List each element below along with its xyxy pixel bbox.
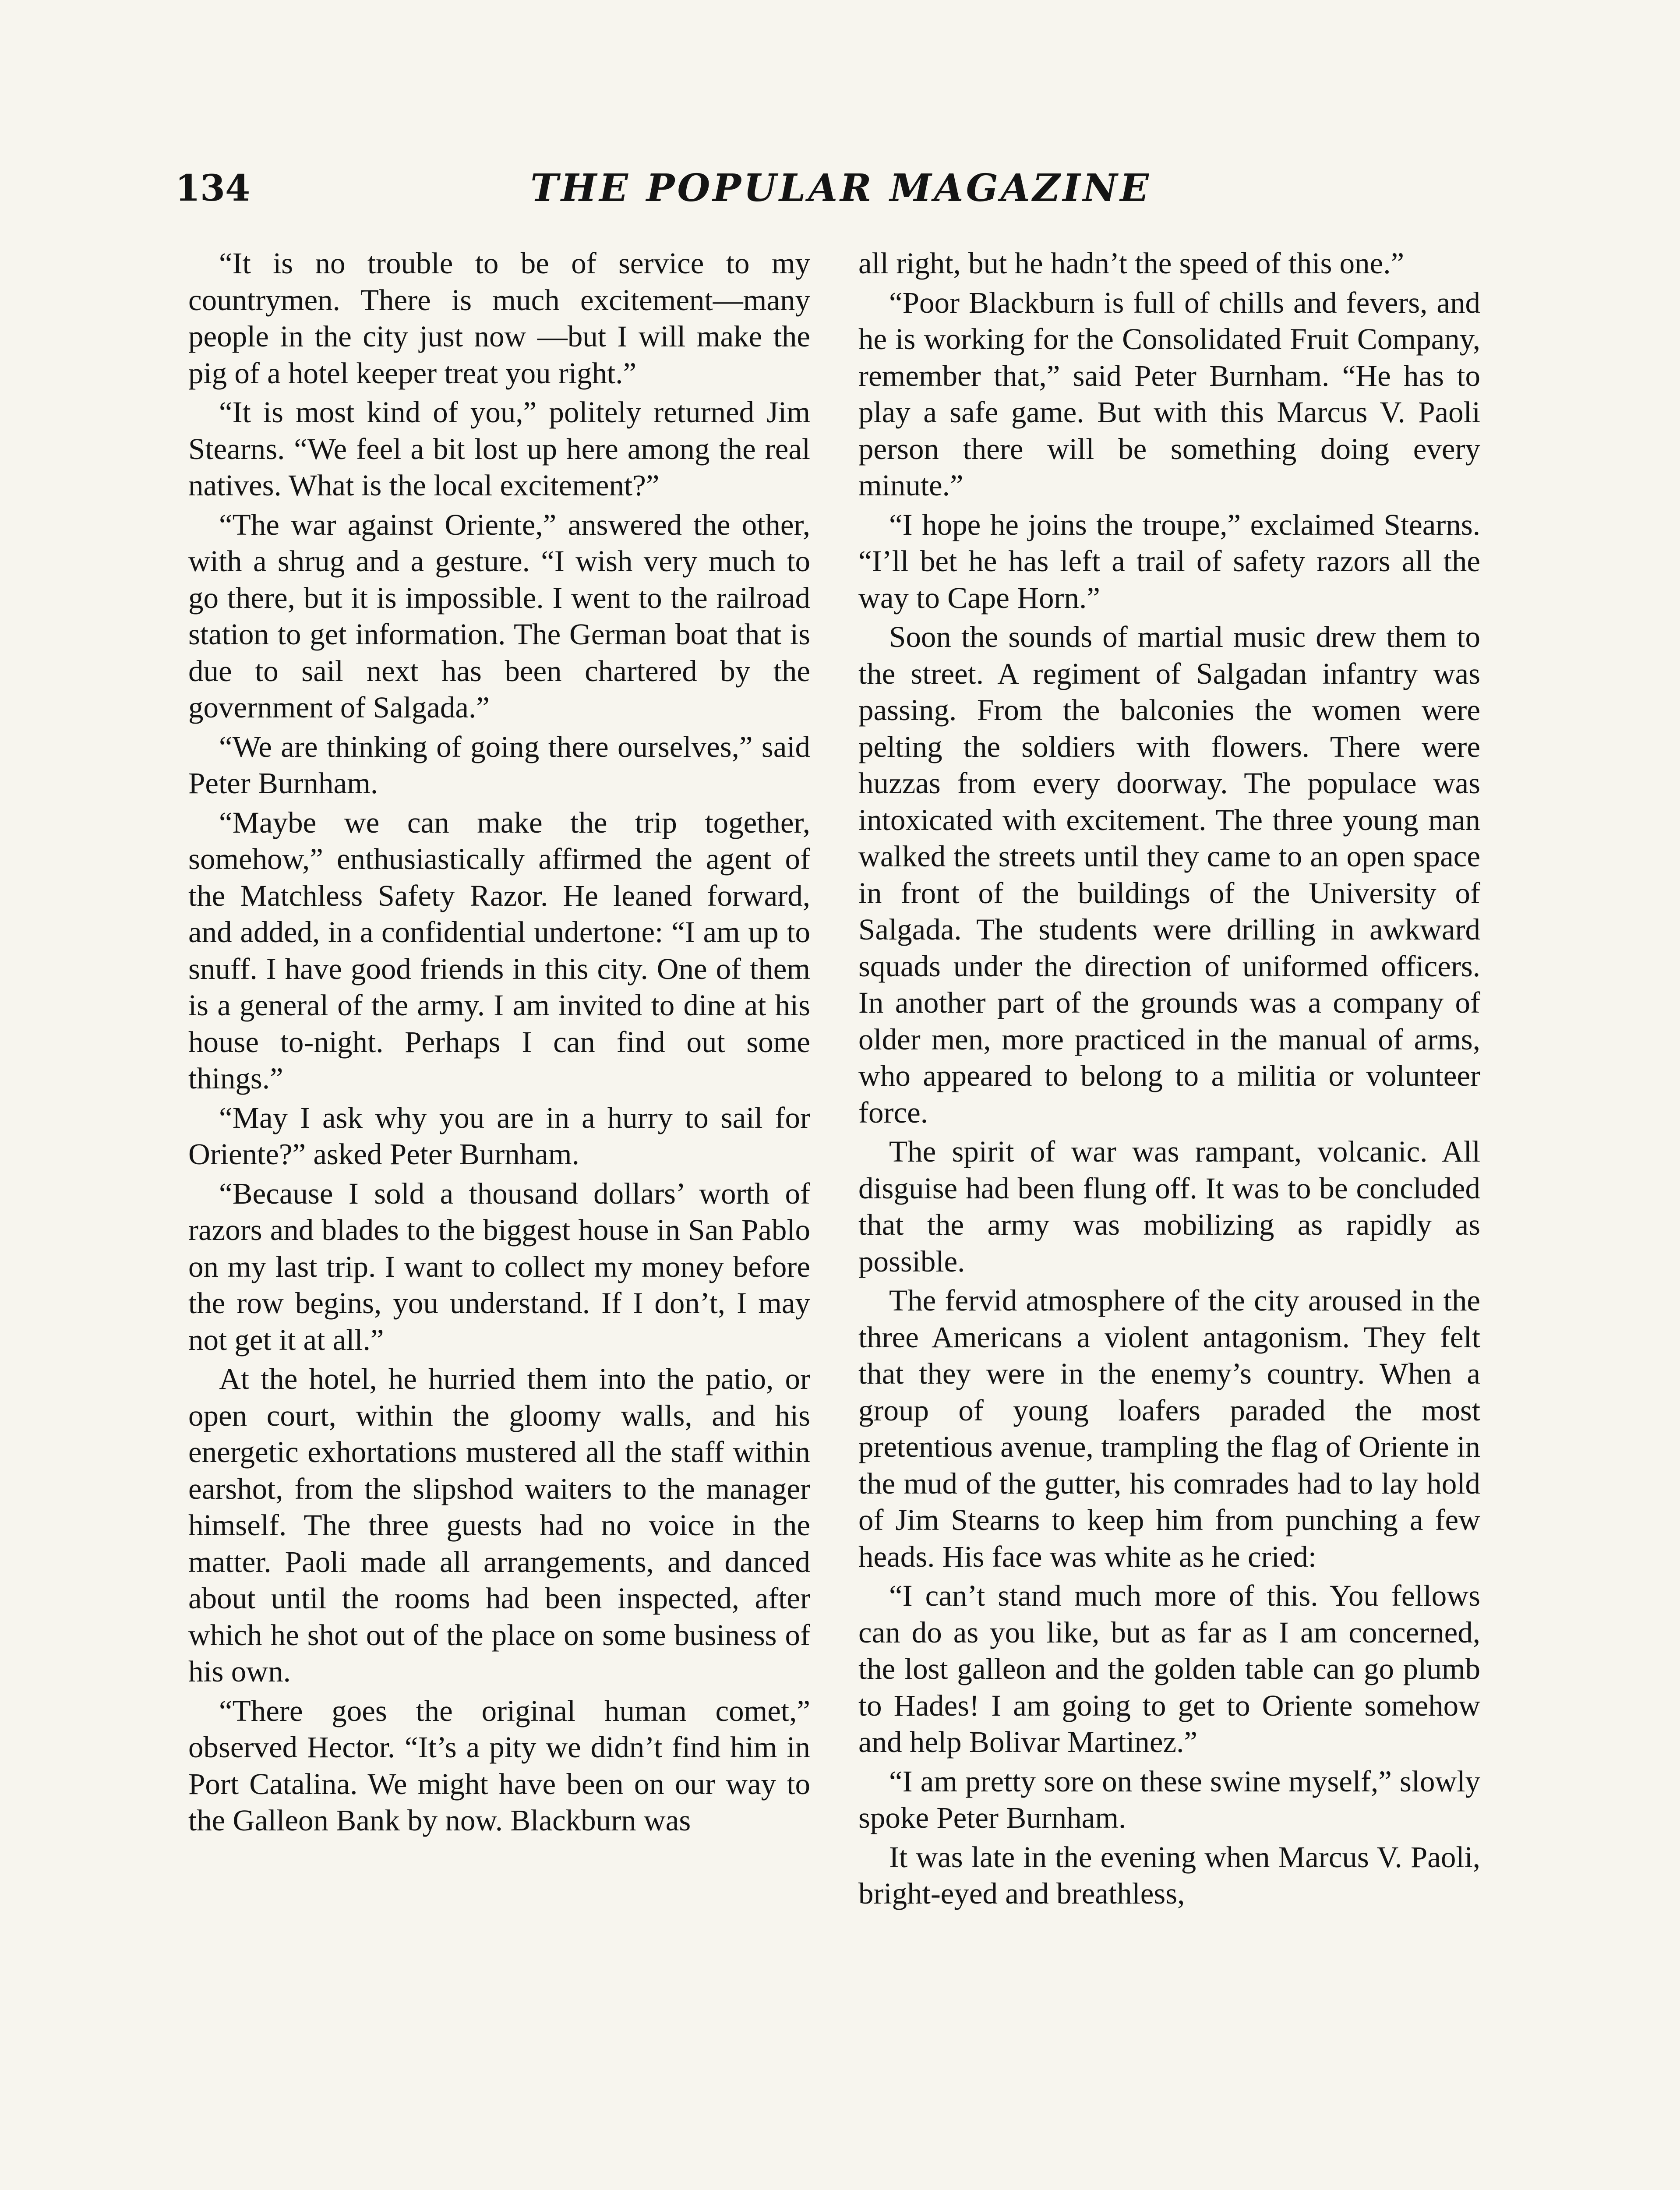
paragraph: “I can’t stand much more of this. You fellows can do as you like, but as far as I am concerned, the lost galleon and the golden table can go plumb to Hades! I am going to get to Oriente somehow and help Bolivar Martinez.” (858, 1579, 1480, 1759)
page-number: 134 (175, 167, 251, 209)
paragraph: “We are thinking of going there ourselves,” said Peter Burnham. (188, 730, 810, 800)
paragraph: The fervid atmosphere of the city aroused in the three Americans a violent antagonism. They felt that they were in the enemy’s country. When a group of young loafers paraded the most pretentious avenue, trampling the flag of Oriente in the mud of the gutter, his comrades had to lay hold of Jim Stearns to keep him from punching a few heads. His face was white as he cried: (858, 1284, 1480, 1573)
paragraph: “Poor Blackburn is full of chills and fevers, and he is working for the Consolidated Fruit Company, remember that,” said Peter Burnham. “He has to play a safe game. But with this Marcus V. Paoli person there will be something doing every minute.” (858, 286, 1480, 502)
paragraph-continued: all right, but he hadn’t the speed of this one.” (858, 247, 1405, 280)
paragraph: “There goes the original human comet,” observed Hector. “It’s a pity we didn’t find him in Port Catalina. We might have been on our way to the Galleon Bank by now. Blackburn was (188, 1694, 810, 1837)
paragraph: “It is no trouble to be of service to my countrymen. There is much excitement—many people in the city just now —but I will make the pig of a hotel keeper treat you right.” (188, 247, 810, 390)
paragraph: Soon the sounds of martial music drew them to the street. A regiment of Salgadan infantry was passing. From the balconies the women were pelting the soldiers with flowers. There were huzzas from every doorway. The populace was intoxicated with excitement. The three young man walked the streets until they came to an open space in front of the buildings of the University of Salgada. The students were drilling in awkward squads under the direction of uniformed officers. In another part of the grounds was a company of older men, more practiced in the manual of arms, who appeared to belong to a militia or volunteer force. (858, 620, 1480, 1129)
running-title: THE POPULAR MAGAZINE (530, 166, 1151, 210)
paragraph: It was late in the evening when Marcus V. Paoli, bright-eyed and breathless, (858, 1840, 1480, 1910)
right-column (858, 245, 1480, 1915)
paragraph: “Because I sold a thousand dollars’ worth of razors and blades to the biggest house in San Pablo on my last trip. I want to collect my money before the row begins, you understand. If I don’t, I may not get it at all.” (188, 1176, 810, 1356)
paragraph: “I hope he joins the troupe,” exclaimed Stearns. “I’ll bet he has left a trail of safety razors all the way to Cape Horn.” (858, 508, 1480, 615)
paragraph: “May I ask why you are in a hurry to sail for Oriente?” asked Peter Burnham. (188, 1101, 810, 1171)
paragraph: The spirit of war was rampant, volcanic. All disguise had been flung off. It was to be concluded that the army was mobilizing as rapidly as possible. (858, 1135, 1480, 1278)
paragraph: At the hotel, he hurried them into the patio, or open court, within the gloomy walls, and his energetic exhortations mustered all the staff within earshot, from the slipshod waiters to the manager himself. The three guests had no voice in the matter. Paoli made all arrangements, and danced about until the rooms had been inspected, after which he shot out of the place on some business of his own. (188, 1362, 810, 1688)
paragraph: “The war against Oriente,” answered the other, with a shrug and a gesture. “I wish very much to go there, but it is impossible. I went to the railroad station to get information. The German boat that is due to sail next has been chartered by the government of Salgada.” (188, 508, 810, 724)
paragraph: “I am pretty sore on these swine myself,” slowly spoke Peter Burnham. (858, 1764, 1480, 1834)
left-column (188, 245, 810, 1842)
paragraph: “Maybe we can make the trip together, somehow,” enthusiastically affirmed the agent of the Matchless Safety Razor. He leaned forward, and added, in a confidential undertone: “I am up to snuff. I have good friends in this city. One of them is a general of the army. I am invited to dine at his house to-night. Perhaps I can find out some things.” (188, 805, 810, 1095)
page-header (175, 158, 1507, 219)
paragraph: “It is most kind of you,” politely returned Jim Stearns. “We feel a bit lost up here among the real natives. What is the local excitement?” (188, 396, 810, 502)
